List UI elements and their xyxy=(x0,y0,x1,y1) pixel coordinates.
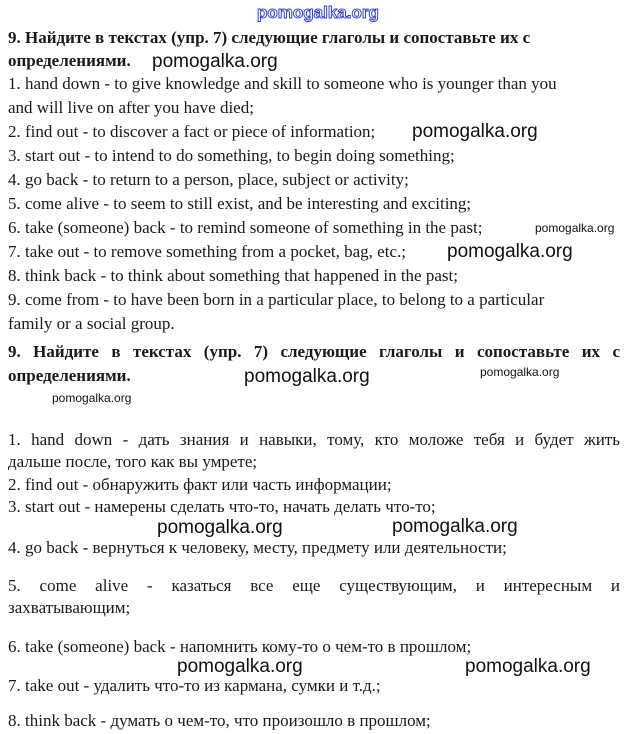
watermark: pomogalka.org xyxy=(52,391,132,405)
watermark: pomogalka.org xyxy=(412,121,538,142)
watermark: pomogalka.org xyxy=(465,656,591,677)
definition-line: 9. come from - to have been born in a particular place, to belong to a particular xyxy=(8,290,545,309)
definition-line: 2. find out - to discover a fact or piece of information; xyxy=(8,122,376,141)
watermark: pomogalka.org xyxy=(447,241,573,262)
section1-title: 9. Найдите в текстах (упр. 7) следующие глаголы и сопоставьте их с xyxy=(8,28,531,47)
definition-line: family or a social group. xyxy=(8,314,175,333)
watermark: pomogalka.org xyxy=(177,656,303,677)
translation-line: 5. come alive - казаться все еще существующим, и интересным и xyxy=(8,576,620,595)
definition-line: 8. think back - to think about something that happened in the past; xyxy=(8,266,458,285)
translation-line: 8. think back - думать о чем-то, что произошло в прошлом; xyxy=(8,711,431,730)
translation-line: 1. hand down - дать знания и навыки, тому, кто моложе тебя и будет жить xyxy=(8,430,620,449)
watermark: pomogalka.org xyxy=(157,517,283,538)
translation-line: 4. go back - вернуться к человеку, месту, предмету или деятельности; xyxy=(8,538,507,557)
translation-line: захватывающим; xyxy=(8,598,131,617)
translation-line: 6. take (someone) back - напомнить кому-то о чем-то в прошлом; xyxy=(8,637,472,656)
translation-line: дальше после, того как вы умрете; xyxy=(8,452,258,471)
watermark: pomogalka.org xyxy=(152,51,278,72)
definition-line: 6. take (someone) back - to remind someone of something in the past; xyxy=(8,218,483,237)
watermark: pomogalka.org xyxy=(392,516,518,537)
section2-title-cont: определениями. xyxy=(8,366,131,385)
watermark: pomogalka.org xyxy=(535,221,615,235)
section2-title: 9. Найдите в текстах (упр. 7) следующие глаголы и сопоставьте их с xyxy=(8,342,620,361)
watermark: pomogalka.org xyxy=(257,3,379,22)
section1-title-cont: определениями. xyxy=(8,51,131,70)
definition-line: 7. take out - to remove something from a pocket, bag, etc.; xyxy=(8,242,406,261)
watermark: pomogalka.org xyxy=(244,366,370,387)
translation-line: 2. find out - обнаружить факт или часть информации; xyxy=(8,475,392,494)
translation-line: 7. take out - удалить что-то из кармана, сумки и т.д.; xyxy=(8,676,381,695)
definition-line: 1. hand down - to give knowledge and skill to someone who is younger than you xyxy=(8,74,557,93)
watermark: pomogalka.org xyxy=(480,365,560,379)
definition-line: 3. start out - to intend to do something, to begin doing something; xyxy=(8,146,455,165)
definition-line: 5. come alive - to seem to still exist, and be interesting and exciting; xyxy=(8,194,472,213)
definition-line: and will live on after you have died; xyxy=(8,98,254,117)
definition-line: 4. go back - to return to a person, place, subject or activity; xyxy=(8,170,409,189)
translation-line: 3. start out - намерены сделать что-то, начать делать что-то; xyxy=(8,497,436,516)
